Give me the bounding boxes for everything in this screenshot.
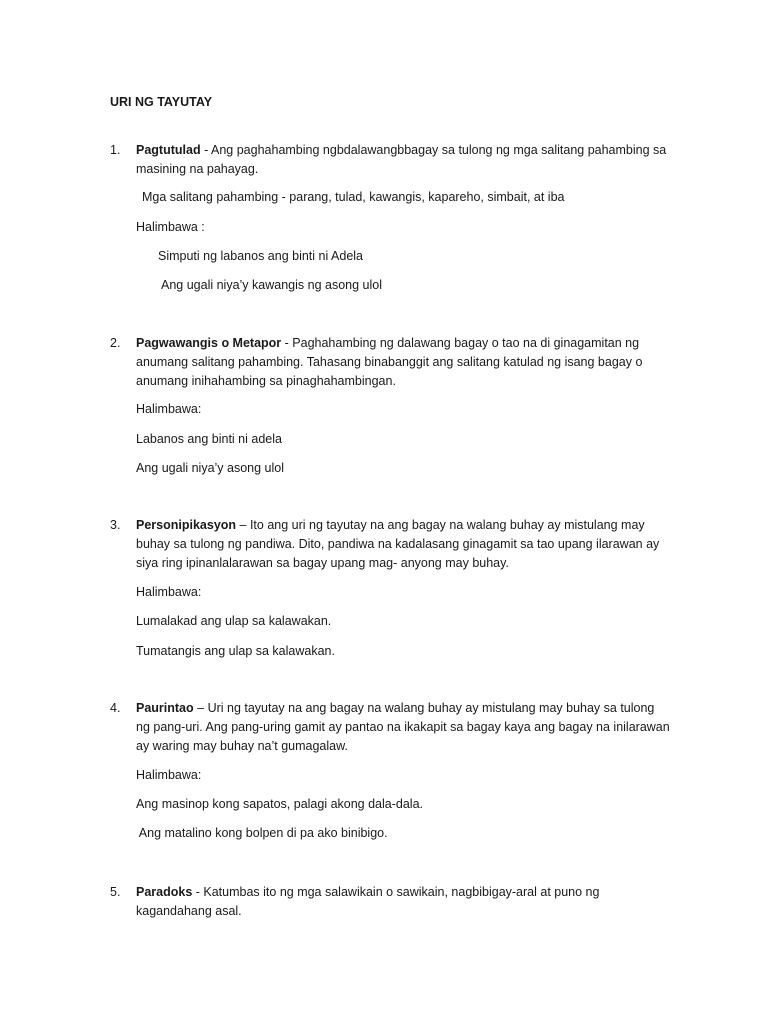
example-line: Ang ugali niya’y asong ulol bbox=[136, 461, 285, 475]
item-separator: – bbox=[236, 518, 250, 532]
item-definition bbox=[136, 883, 670, 921]
item-definition-text: Ang paghahambing ngbdalawangbbagay sa tulong ng mga salitang pahambing sa masining na pahayag. bbox=[136, 143, 667, 176]
list-item-paurintao bbox=[110, 699, 670, 756]
example-line: Simputi ng labanos ang binti ni Adela bbox=[158, 249, 364, 263]
halimbawa-label: Halimbawa: bbox=[136, 585, 202, 599]
item-number: 3. bbox=[110, 518, 121, 532]
list-item-paradoks bbox=[110, 883, 670, 921]
document-title: URI NG TAYUTAY bbox=[110, 95, 213, 109]
item-number: 4. bbox=[110, 701, 121, 715]
example-line: Ang ugali niya’y kawangis ng asong ulol bbox=[161, 278, 382, 292]
item-term: Paradoks bbox=[136, 885, 193, 899]
item-term: Pagtutulad bbox=[136, 143, 201, 157]
example-line: Labanos ang binti ni adela bbox=[136, 432, 282, 446]
halimbawa-label: Halimbawa: bbox=[136, 402, 202, 416]
item-separator: - bbox=[200, 143, 212, 157]
item-definition bbox=[136, 334, 670, 391]
item-definition-text: Ito ang uri ng tayutay na ang bagay na walang buhay ay mistulang may buhay sa tulong ng pandiwa. Dito, pandiwa na kadalasang ginagamit sa tao upang ilarawan ay siya ring ipinanlalarawan sa bagay upang mag- anyong may buhay. bbox=[136, 518, 660, 570]
item-definition bbox=[136, 141, 670, 179]
item-number: 5. bbox=[110, 885, 121, 899]
item-number: 1. bbox=[110, 143, 121, 157]
item-number: 2. bbox=[110, 336, 121, 350]
item-term: Personipikasyon bbox=[136, 518, 237, 532]
example-line: Lumalakad ang ulap sa kalawakan. bbox=[136, 614, 332, 628]
example-line: Ang matalino kong bolpen di pa ako binibigo. bbox=[136, 826, 388, 840]
item-definition bbox=[136, 516, 670, 573]
item-separator: - bbox=[281, 336, 293, 350]
list-item-pagtutulad bbox=[110, 141, 670, 179]
list-item-personipikasyon bbox=[110, 516, 670, 573]
item-term: Pagwawangis o Metapor bbox=[136, 336, 282, 350]
halimbawa-label: Halimbawa : bbox=[136, 220, 205, 234]
item-separator: – bbox=[193, 701, 208, 715]
item-definition-text: Paghahambing ng dalawang bagay o tao na di ginagamitan ng anumang salitang pahambing. Tahasang binabanggit ang salitang katulad ng isang bagay o anumang inihahambing sa pinaghahambingan. bbox=[136, 336, 643, 388]
list-item-pagwawangis bbox=[110, 334, 670, 391]
item-separator: - bbox=[192, 885, 204, 899]
example-line: Ang masinop kong sapatos, palagi akong dala-dala. bbox=[136, 797, 424, 811]
item-extra-note: Mga salitang pahambing - parang, tulad, kawangis, kapareho, simbait, at iba bbox=[142, 190, 565, 204]
item-definition bbox=[136, 699, 670, 756]
halimbawa-label: Halimbawa: bbox=[136, 768, 202, 782]
item-term: Paurintao bbox=[136, 701, 194, 715]
item-definition-text: Uri ng tayutay na ang bagay na walang buhay ay mistulang may buhay sa tulong ng pang-uri. Ang pang-uring gamit ay pantao na ikakapit sa bagay kaya ang bagay na inilarawan ay waring may buhay na’t gumagalaw. bbox=[136, 701, 670, 753]
example-line: Tumatangis ang ulap sa kalawakan. bbox=[136, 644, 335, 658]
item-definition-text: Katumbas ito ng mga salawikain o sawikain, nagbibigay-aral at puno ng kagandahang asal. bbox=[136, 885, 600, 918]
